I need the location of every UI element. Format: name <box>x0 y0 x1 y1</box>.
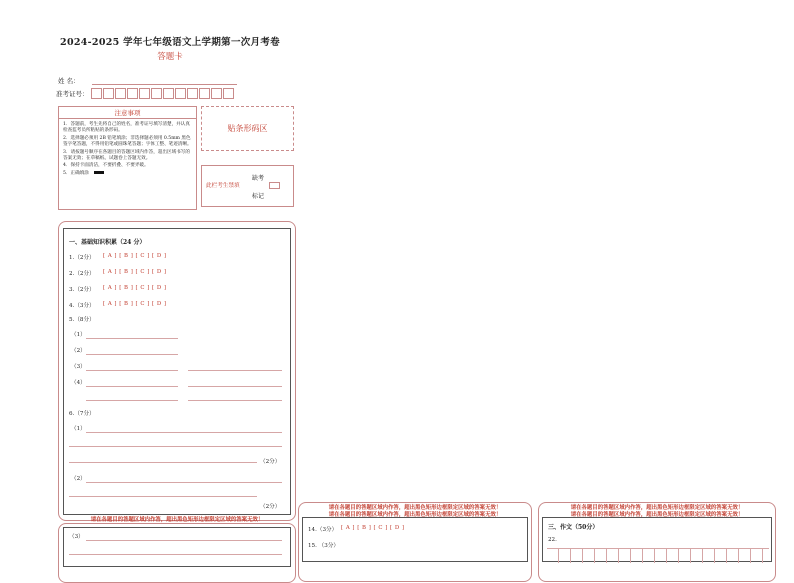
section2-box <box>302 517 528 562</box>
section1-cont-box <box>63 527 291 567</box>
q6-label: 6.（7分） <box>69 411 95 417</box>
section1-title: 一、基础知识积累（24 分） <box>69 239 146 246</box>
q14-label: 14.（3分） <box>308 527 338 533</box>
name-label: 姓 名： <box>58 77 80 85</box>
notice-item: 2．选择题必须用 2B 铅笔填涂；非选择题必须用 0.5mm 黑色签字笔答题，不得用铅笔或圆珠笔答题；字体工整、笔迹清晰。 <box>63 135 192 148</box>
q14-options[interactable]: [ A ] [ B ] [ C ] [ D ] <box>341 525 405 531</box>
q6-sub2: （2） <box>71 476 86 482</box>
filled-sample-mark <box>94 171 104 174</box>
q22-label: 22. <box>548 537 557 543</box>
notice-item: 3．请按题号顺序在各题目的答题区域内作答，超出区域书写的答案无效；在草稿纸、试题卷上答题无效。 <box>63 149 190 162</box>
answer-line[interactable] <box>86 540 282 541</box>
name-field[interactable] <box>92 84 237 85</box>
answer-line[interactable] <box>69 554 282 555</box>
notice-title: 注意事项 <box>59 107 196 119</box>
absent-panel <box>201 165 294 207</box>
q6-sub1: （1） <box>71 426 86 432</box>
barcode-area <box>201 106 294 151</box>
notice-item: 5．正确填涂 <box>63 170 89 176</box>
answer-line[interactable] <box>86 338 178 339</box>
notice-item: 1．答题前，考生先将自己的姓名，准考证号填写清楚，并认真检查监考员所粘贴的条形码。 <box>63 122 190 134</box>
barcode-label: 贴条形码区 <box>227 124 268 133</box>
q4-label: 4.（3分） <box>69 303 95 309</box>
page-title: 2024-2025 学年七年级语文上学期第一次月考卷 <box>60 37 280 48</box>
answer-line[interactable] <box>86 400 178 401</box>
q1-options[interactable]: [ A ] [ B ] [ C ] [ D ] <box>103 253 167 259</box>
warning-col3-b: 请在各题目的答题区域内作答，超出黑色矩形边框限定区域的答案无效！ <box>570 512 744 518</box>
q2-label: 2.（2分） <box>69 271 95 277</box>
digit-box[interactable] <box>127 88 138 99</box>
q6-sub3: （3） <box>69 534 84 540</box>
answer-line[interactable] <box>86 354 178 355</box>
q3-label: 3.（2分） <box>69 287 95 293</box>
digit-box[interactable] <box>115 88 126 99</box>
q5-sub1: （1） <box>71 332 86 338</box>
ticket-number-boxes[interactable] <box>91 88 235 99</box>
warning-col3-a: 请在各题目的答题区域内作答，超出黑色矩形边框限定区域的答案无效！ <box>570 505 744 511</box>
absent-label-top: 缺考 <box>252 175 265 182</box>
ticket-label: 准考证号： <box>56 90 89 98</box>
digit-box[interactable] <box>211 88 222 99</box>
answer-line[interactable] <box>86 386 178 387</box>
absent-label-bottom: 标记 <box>252 193 265 200</box>
digit-box[interactable] <box>139 88 150 99</box>
warning-col2-a: 请在各题目的答题区域内作答，超出黑色矩形边框限定区域的答案无效！ <box>328 505 502 511</box>
q5-sub2: （2） <box>71 348 86 354</box>
answer-line[interactable] <box>86 370 178 371</box>
q6-score2: （2分） <box>260 504 281 510</box>
answer-line[interactable] <box>188 370 282 371</box>
essay-box <box>542 517 772 562</box>
answer-line[interactable] <box>86 432 282 433</box>
essay-grid[interactable] <box>547 548 769 563</box>
digit-box[interactable] <box>91 88 102 99</box>
digit-box[interactable] <box>163 88 174 99</box>
q5-sub4: （4） <box>71 380 86 386</box>
answer-line[interactable] <box>69 446 282 447</box>
warning-col1: 请在各题目的答题区域内作答，超出黑色矩形边框限定区域的答案无效！ <box>90 517 264 523</box>
q4-options[interactable]: [ A ] [ B ] [ C ] [ D ] <box>103 301 167 307</box>
warning-col2-b: 请在各题目的答题区域内作答，超出黑色矩形边框限定区域的答案无效！ <box>328 512 502 518</box>
digit-box[interactable] <box>187 88 198 99</box>
essay-section-title: 三、作文（50分） <box>548 524 599 531</box>
digit-box[interactable] <box>103 88 114 99</box>
digit-box[interactable] <box>199 88 210 99</box>
absent-left-label: 此栏考生禁填 <box>206 183 240 189</box>
answer-line[interactable] <box>188 386 282 387</box>
q2-options[interactable]: [ A ] [ B ] [ C ] [ D ] <box>103 269 167 275</box>
q6-score1: （2分） <box>260 459 281 465</box>
q1-label: 1.（2分） <box>69 255 95 261</box>
answer-line[interactable] <box>86 482 282 483</box>
q5-sub3: （3） <box>71 364 86 370</box>
digit-box[interactable] <box>175 88 186 99</box>
answer-line[interactable] <box>69 462 257 463</box>
q5-label: 5.（8分） <box>69 317 95 323</box>
q15-label: 15. （3分） <box>308 543 340 549</box>
answer-line[interactable] <box>69 496 257 497</box>
notice-panel <box>58 106 197 210</box>
digit-box[interactable] <box>151 88 162 99</box>
q3-options[interactable]: [ A ] [ B ] [ C ] [ D ] <box>103 285 167 291</box>
section1-box <box>63 228 291 515</box>
page-subtitle: 答题卡 <box>157 52 183 62</box>
absent-checkbox[interactable] <box>269 182 280 189</box>
notice-item: 4．保持卡面清洁，不要折叠、不要弄破。 <box>63 163 149 169</box>
digit-box[interactable] <box>223 88 234 99</box>
answer-line[interactable] <box>188 400 282 401</box>
